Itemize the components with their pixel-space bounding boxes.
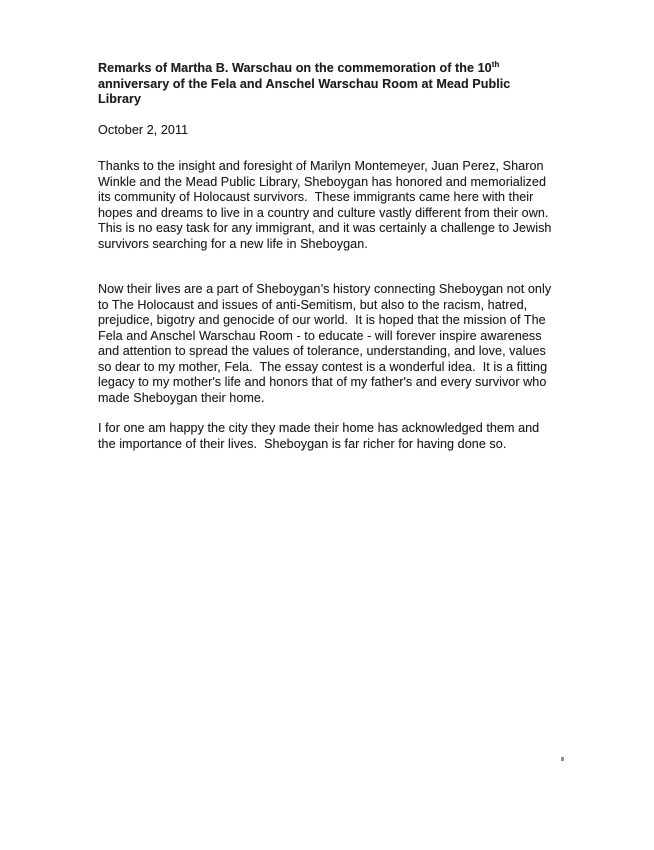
date-line: October 2, 2011 xyxy=(98,122,189,137)
title-ordinal-superscript: th xyxy=(491,59,500,69)
document-title xyxy=(98,61,578,108)
scan-artifact xyxy=(561,757,564,761)
document-date xyxy=(98,123,578,139)
text-line: to The Holocaust and issues of anti-Semitism, but also to the racism, hatred, xyxy=(98,297,528,312)
title-line-3: Library xyxy=(98,92,142,106)
text-line: Now their lives are a part of Sheboygan’s history connecting Sheboygan not only xyxy=(98,282,552,296)
text-line: so dear to my mother, Fela. The essay contest is a wonderful idea. It is a fitting xyxy=(98,359,548,374)
text-line: and attention to spread the values of tolerance, understanding, and love, values xyxy=(98,344,546,358)
paragraph-2 xyxy=(98,282,578,406)
title-line-2: anniversary of the Fela and Anschel Warschau Room at Mead Public xyxy=(98,76,511,91)
title-line-1-text: Remarks of Martha B. Warschau on the commemoration of the 10 xyxy=(98,61,492,75)
text-line: Thanks to the insight and foresight of Marilyn Montemeyer, Juan Perez, Sharon xyxy=(98,159,544,173)
text-line: hopes and dreams to live in a country and culture vastly different from their own. xyxy=(98,205,549,220)
text-line: the importance of their lives. Sheboygan is far richer for having done so. xyxy=(98,436,507,451)
title-line-1 xyxy=(98,61,578,77)
text-line: Fela and Anschel Warschau Room - to educate - will forever inspire awareness xyxy=(98,328,542,343)
text-line: survivors searching for a new life in Sheboygan. xyxy=(98,236,368,251)
text-line: legacy to my mother's life and honors that of my father's and every survivor who xyxy=(98,375,547,389)
text-line: This is no easy task for any immigrant, and it was certainly a challenge to Jewish xyxy=(98,221,552,235)
paragraph-1 xyxy=(98,159,578,252)
paragraph-3 xyxy=(98,421,578,452)
text-line: Winkle and the Mead Public Library, Sheboygan has honored and memorialized xyxy=(98,174,547,189)
text-line: prejudice, bigotry and genocide of our world. It is hoped that the mission of The xyxy=(98,313,546,327)
text-line: made Sheboygan their home. xyxy=(98,390,265,405)
text-line: I for one am happy the city they made their home has acknowledged them and xyxy=(98,421,540,435)
text-line: its community of Holocaust survivors. These immigrants came here with their xyxy=(98,190,534,204)
